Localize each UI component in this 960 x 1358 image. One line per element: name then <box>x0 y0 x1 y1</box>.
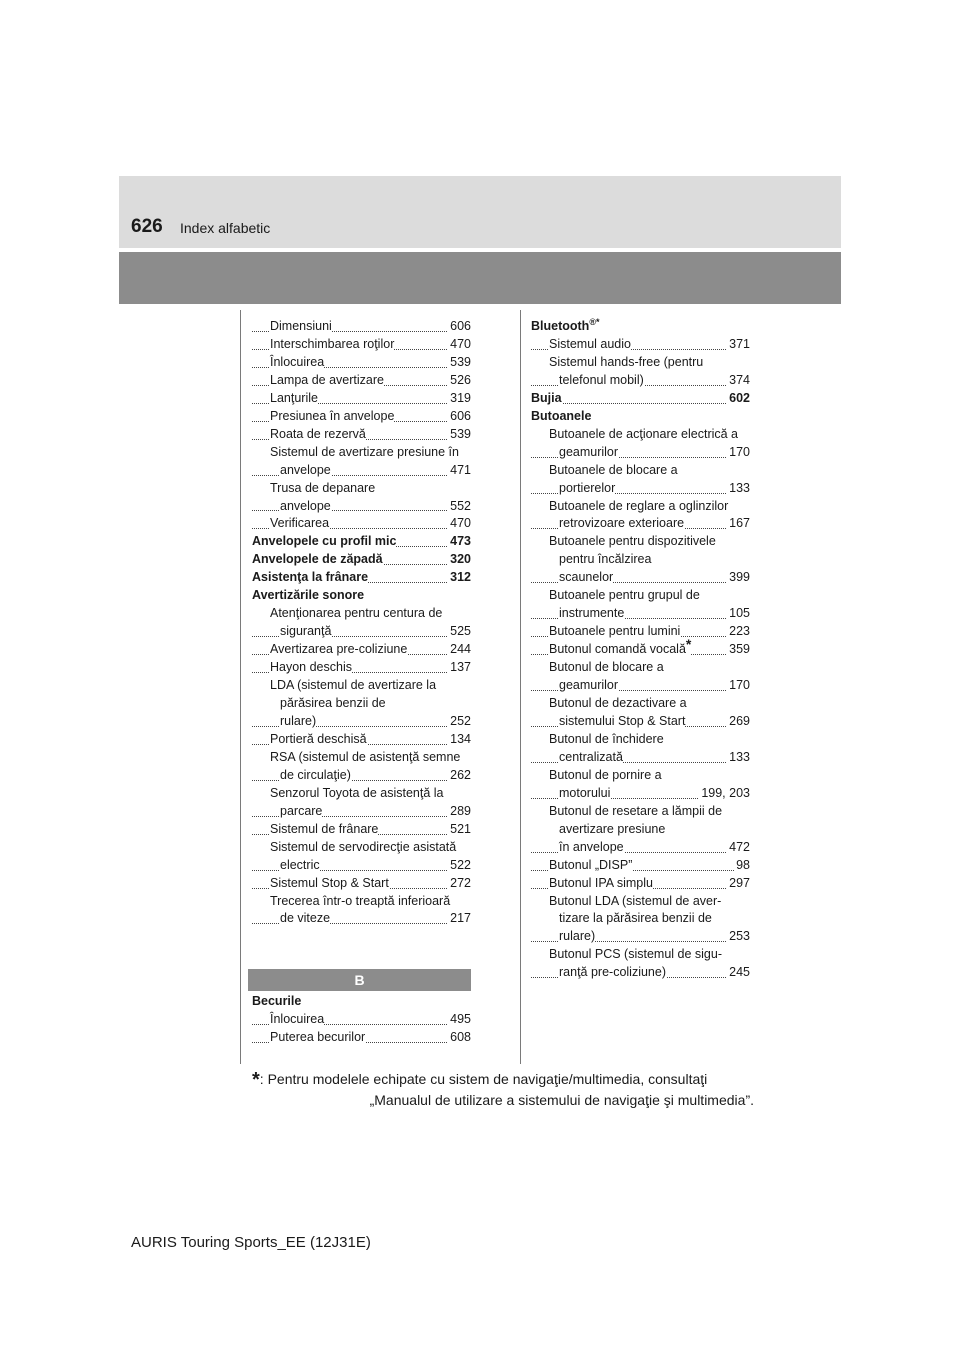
index-entry <box>531 946 750 964</box>
entry-label: Butonul PCS (sistemul de sigu- <box>549 947 722 962</box>
index-entry <box>531 318 750 336</box>
index-entry <box>252 372 471 390</box>
index-entry <box>531 803 750 821</box>
entry-page: 312 <box>448 569 471 587</box>
entry-page: 98 <box>734 857 750 875</box>
index-entry <box>252 1029 471 1047</box>
entry-label: centralizată <box>559 749 623 764</box>
entry-page: 319 <box>448 390 471 408</box>
index-entry <box>252 498 471 516</box>
entry-suffix: ®* <box>589 316 600 327</box>
entry-label: portierelor <box>559 480 616 495</box>
entry-page: 320 <box>448 551 471 569</box>
index-entry <box>252 821 471 839</box>
entry-page: 262 <box>448 767 471 785</box>
entry-page: 495 <box>448 1011 471 1029</box>
entry-label: Butonul IPA simplu <box>549 875 653 890</box>
index-entry <box>252 515 471 533</box>
index-entry <box>252 910 471 928</box>
index-entry <box>252 749 471 767</box>
entry-page: 399 <box>727 569 750 587</box>
entry-label: rulare) <box>280 713 317 728</box>
index-entry <box>252 785 471 803</box>
index-entry <box>252 659 471 677</box>
page-number: 626 <box>131 216 163 237</box>
index-entry <box>531 480 750 498</box>
entry-label: Butonul comandă vocală* <box>549 636 692 657</box>
entry-label: Butonul de închidere <box>549 731 664 746</box>
entry-label: Sistemul Stop & Start <box>270 875 389 890</box>
entry-page: 133 <box>727 480 750 498</box>
center-column-rule <box>520 310 521 1064</box>
entry-label: Portieră deschisă <box>270 731 367 746</box>
index-entry <box>531 498 750 516</box>
index-entry <box>531 336 750 354</box>
entry-page: 245 <box>727 964 750 982</box>
entry-page: 602 <box>727 390 750 408</box>
index-entry <box>252 336 471 354</box>
entry-page: 289 <box>448 803 471 821</box>
index-entry <box>252 426 471 444</box>
header-bar <box>119 252 841 304</box>
index-entry <box>252 803 471 821</box>
entry-label: Butonul LDA (sistemul de aver- <box>549 893 722 908</box>
index-entry <box>252 677 471 695</box>
index-entry <box>531 444 750 462</box>
index-entry <box>252 731 471 749</box>
entry-label: Verificarea <box>270 516 330 531</box>
entry-page: 472 <box>727 839 750 857</box>
index-entry <box>252 354 471 372</box>
section-title: Index alfabetic <box>180 220 271 236</box>
entry-label: parcare <box>280 803 323 818</box>
index-entry <box>252 390 471 408</box>
index-entry <box>531 354 750 372</box>
index-entry <box>252 993 471 1011</box>
entry-label: LDA (sistemul de avertizare la <box>270 678 437 693</box>
entry-label: Butoanele de blocare a <box>549 462 678 477</box>
index-section-b <box>252 993 471 1047</box>
entry-page: 359 <box>727 641 750 659</box>
index-entry <box>252 408 471 426</box>
entry-page: 525 <box>448 623 471 641</box>
entry-page: 470 <box>448 336 471 354</box>
entry-label: sistemului Stop & Start <box>559 713 686 728</box>
index-entry <box>531 372 750 390</box>
entry-label: siguranţă <box>280 624 332 639</box>
index-entry <box>252 444 471 462</box>
entry-page: 134 <box>448 731 471 749</box>
entry-label: retrovizoare exterioare <box>559 516 685 531</box>
entry-page: 253 <box>727 928 750 946</box>
entry-page: 269 <box>727 713 750 731</box>
index-entry <box>531 731 750 749</box>
index-entry <box>531 569 750 587</box>
entry-label: Sistemul de frânare <box>270 821 379 836</box>
entry-label: Butoanele pentru dispozitivele <box>549 534 716 549</box>
entry-label: Butoanele de reglare a oglinzilor <box>549 498 729 513</box>
entry-page: 167 <box>727 515 750 533</box>
index-entry <box>531 515 750 533</box>
index-entry <box>252 462 471 480</box>
document-code: AURIS Touring Sports_EE (12J31E) <box>131 1234 371 1251</box>
index-entry <box>252 623 471 641</box>
entry-label: Butoanele pentru lumini <box>549 624 681 639</box>
index-entry <box>252 533 471 551</box>
entry-label: avertizare presiune <box>559 821 666 836</box>
index-entry <box>252 551 471 569</box>
entry-label: instrumente <box>559 606 625 621</box>
index-entry <box>252 569 471 587</box>
entry-page: 371 <box>727 336 750 354</box>
index-entry <box>531 605 750 623</box>
entry-page: 137 <box>448 659 471 677</box>
entry-page: 105 <box>727 605 750 623</box>
index-entry <box>531 408 750 426</box>
entry-label: Sistemul de servodirecţie asistată <box>270 839 457 854</box>
entry-label: Hayon deschis <box>270 660 352 675</box>
index-entry <box>531 893 750 911</box>
entry-page: 217 <box>448 910 471 928</box>
entry-label: Sistemul hands-free (pentru <box>549 354 704 369</box>
entry-page: 606 <box>448 318 471 336</box>
entry-label: RSA (sistemul de asistenţă semne <box>270 749 461 764</box>
index-entry <box>531 390 750 408</box>
entry-label: Atenţionarea pentru centura de <box>270 606 443 621</box>
index-entry <box>531 551 750 569</box>
index-entry <box>531 821 750 839</box>
entry-label: Bujia <box>531 390 562 405</box>
entry-label: Bluetooth®* <box>531 316 600 333</box>
entry-page: 244 <box>448 641 471 659</box>
entry-label: Senzorul Toyota de asistenţă la <box>270 785 444 800</box>
footnote <box>252 1069 754 1110</box>
entry-label: Becurile <box>252 994 302 1008</box>
index-entry <box>531 910 750 928</box>
entry-label: părăsirea benzii de <box>280 696 386 711</box>
section-letter-b: B <box>248 969 471 991</box>
index-entry <box>531 857 750 875</box>
entry-label: Asistenţa la frânare <box>252 570 369 585</box>
entry-label: Trecerea într-o treaptă inferioară <box>270 893 451 908</box>
entry-label: anvelope <box>280 498 331 513</box>
entry-label: în anvelope <box>559 839 624 854</box>
index-entry <box>252 641 471 659</box>
entry-page: 297 <box>727 875 750 893</box>
index-entry <box>252 767 471 785</box>
entry-page: 521 <box>448 821 471 839</box>
entry-label: Avertizarea pre-coliziune <box>270 642 408 657</box>
entry-label: Presiunea în anvelope <box>270 408 395 423</box>
index-entry <box>252 480 471 498</box>
entry-label: Lanţurile <box>270 390 318 405</box>
index-entry <box>531 928 750 946</box>
entry-label: scaunelor <box>559 570 614 585</box>
entry-label: Anvelopele cu profil mic <box>252 534 397 549</box>
entry-page: 473 <box>448 533 471 551</box>
entry-suffix: * <box>685 636 692 653</box>
entry-label: rulare) <box>559 929 596 944</box>
entry-label: Puterea becurilor <box>270 1029 366 1044</box>
index-entry <box>531 875 750 893</box>
entry-page: 199, 203 <box>699 785 750 803</box>
entry-label: Butonul de pornire a <box>549 767 662 782</box>
index-entry <box>252 318 471 336</box>
index-entry <box>531 533 750 551</box>
index-entry <box>531 695 750 713</box>
index-entry <box>531 839 750 857</box>
entry-page: 539 <box>448 426 471 444</box>
index-entry <box>531 462 750 480</box>
entry-label: geamurilor <box>559 444 619 459</box>
entry-page: 272 <box>448 875 471 893</box>
index-entry <box>252 857 471 875</box>
entry-page: 471 <box>448 462 471 480</box>
leader-dots <box>531 402 750 404</box>
entry-page: 608 <box>448 1029 471 1047</box>
index-entry <box>252 893 471 911</box>
entry-label: anvelope <box>280 462 331 477</box>
footnote-marker: * <box>252 1069 260 1091</box>
entry-label: ranţă pre-coliziune) <box>559 965 666 980</box>
entry-page: 133 <box>727 749 750 767</box>
index-entry <box>252 1011 471 1029</box>
entry-label: Înlocuirea <box>270 354 325 369</box>
entry-page: 526 <box>448 372 471 390</box>
entry-page: 470 <box>448 515 471 533</box>
index-entry <box>531 587 750 605</box>
index-entry <box>531 785 750 803</box>
header-band <box>119 176 841 248</box>
entry-label: Avertizările sonore <box>252 588 365 603</box>
entry-label: Butonul de resetare a lămpii de <box>549 803 723 818</box>
entry-label: electric <box>280 857 320 872</box>
index-entry <box>531 636 750 659</box>
index-entry <box>252 695 471 713</box>
index-entry <box>252 713 471 731</box>
index-entry <box>531 426 750 444</box>
footnote-line-1: : Pentru modelele echipate cu sistem de navigaţie/multimedia, consultaţi <box>259 1071 708 1087</box>
entry-page: 170 <box>727 444 750 462</box>
entry-label: Butonul de dezactivare a <box>549 696 687 711</box>
entry-page: 606 <box>448 408 471 426</box>
entry-page: 552 <box>448 498 471 516</box>
entry-page: 252 <box>448 713 471 731</box>
entry-label: Butoanele <box>531 408 592 423</box>
entry-page: 374 <box>727 372 750 390</box>
entry-label: Înlocuirea <box>270 1011 325 1026</box>
index-entry <box>252 605 471 623</box>
entry-page: 170 <box>727 677 750 695</box>
entry-page: 522 <box>448 857 471 875</box>
entry-label: Dimensiuni <box>270 319 332 333</box>
index-entry <box>531 713 750 731</box>
footnote-line-2: „Manualul de utilizare a sistemului de navigaţie şi multimedia”. <box>369 1092 754 1108</box>
index-entry <box>531 767 750 785</box>
entry-label: Roata de rezervă <box>270 426 366 441</box>
left-column-rule <box>240 310 241 1064</box>
index-entry <box>531 964 750 982</box>
entry-label: Trusa de depanare <box>270 480 376 495</box>
entry-label: geamurilor <box>559 678 619 693</box>
index-entry <box>531 677 750 695</box>
entry-label: telefonul mobil) <box>559 372 644 387</box>
entry-label: tizare la părăsirea benzii de <box>559 911 712 926</box>
entry-label: Butoanele de acţionare electrică a <box>549 426 739 441</box>
index-right-column <box>531 318 750 982</box>
index-entry <box>252 587 471 605</box>
index-entry <box>252 875 471 893</box>
index-entry <box>252 839 471 857</box>
entry-label: de circulaţie) <box>280 767 351 782</box>
entry-label: Lampa de avertizare <box>270 372 384 387</box>
entry-label: Sistemul de avertizare presiune în <box>270 444 459 459</box>
index-left-column <box>252 318 471 928</box>
entry-label: Butonul de blocare a <box>549 660 664 675</box>
entry-label: pentru încălzirea <box>559 552 652 567</box>
entry-page: 223 <box>727 623 750 641</box>
entry-label: Butoanele pentru grupul de <box>549 588 700 603</box>
entry-page: 539 <box>448 354 471 372</box>
entry-label: motorului <box>559 785 611 800</box>
index-entry <box>531 659 750 677</box>
index-entry <box>531 749 750 767</box>
entry-label: de viteze <box>280 911 331 926</box>
entry-label: Butonul „DISP” <box>549 857 633 872</box>
index-entry <box>531 623 750 641</box>
entry-label: Interschimbarea roţilor <box>270 336 395 351</box>
entry-label: Sistemul audio <box>549 336 631 351</box>
entry-label: Anvelopele de zăpadă <box>252 552 383 567</box>
